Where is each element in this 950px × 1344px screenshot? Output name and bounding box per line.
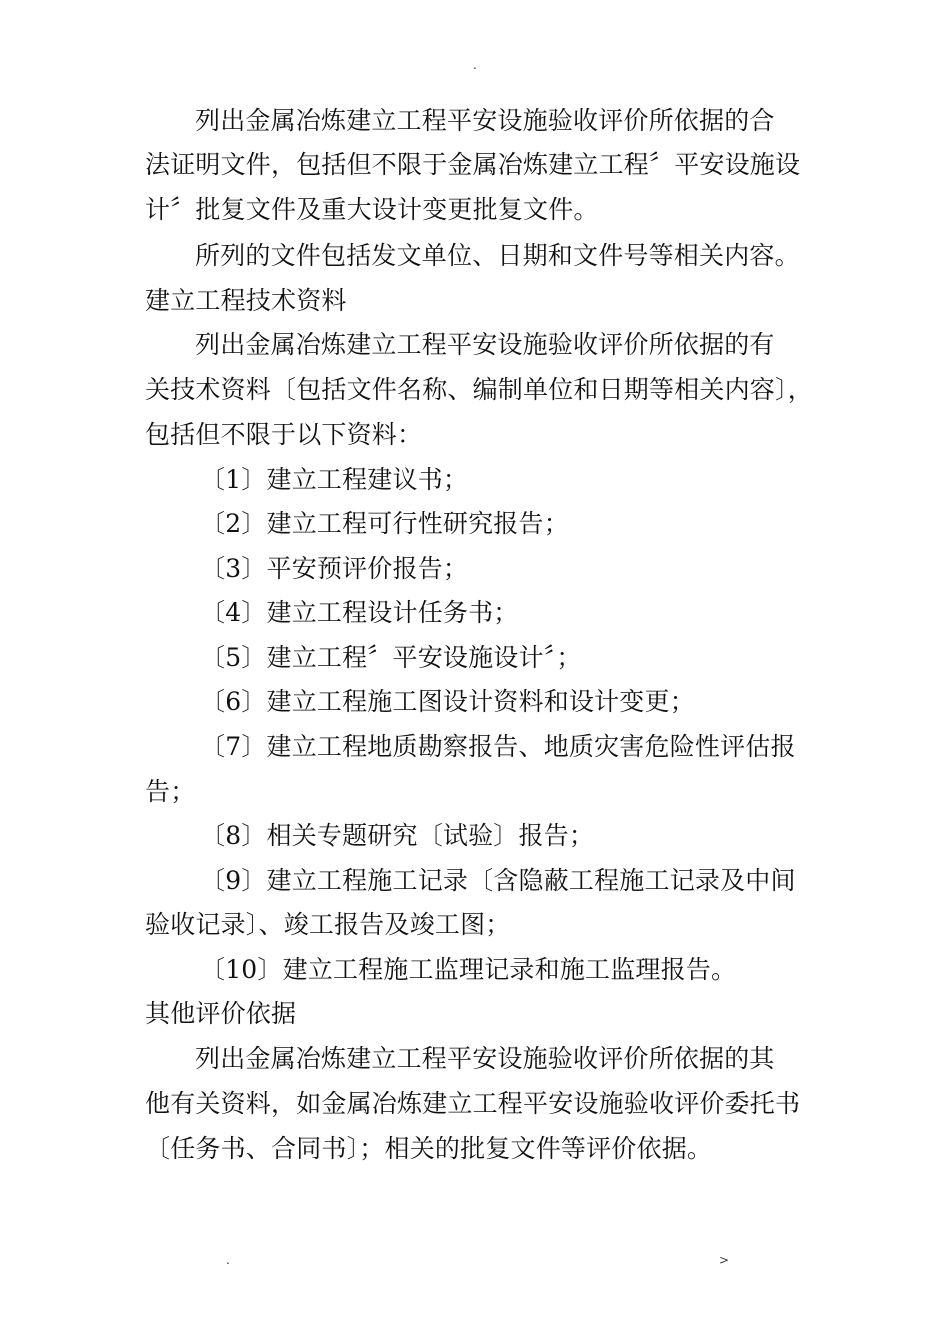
- list-item-continuation: 告；: [145, 777, 196, 806]
- section-heading: 建立工程技术资料: [145, 286, 347, 315]
- paragraph-line: 包括但不限于以下资料：: [145, 420, 423, 449]
- paragraph-line: 列出金属冶炼建立工程平安设施验收评价所依据的其: [195, 1044, 775, 1073]
- list-item-continuation: 验收记录〕、竣工报告及竣工图；: [145, 910, 511, 939]
- paragraph-line: 〔任务书、合同书〕；相关的批复文件等评价依据。: [145, 1134, 713, 1163]
- list-item: 〔3〕平安预评价报告；: [200, 554, 469, 583]
- paragraph-line: 他有关资料，如金属冶炼建立工程平安设施验收评价委托书: [145, 1089, 801, 1118]
- list-item: 〔8〕相关专题研究〔试验〕报告；: [200, 821, 595, 850]
- list-item: 〔10〕建立工程施工监理记录和施工监理报告。: [200, 955, 737, 984]
- list-item: 〔7〕建立工程地质勘察报告、地质灾害危险性评估报: [200, 732, 796, 761]
- paragraph-line: 列出金属冶炼建立工程平安设施验收评价所依据的合: [195, 106, 775, 135]
- paragraph-line: 计〞批复文件及重大设计变更批复文件。: [145, 195, 599, 224]
- paragraph-line: 法证明文件，包括但不限于金属冶炼建立工程〞平安设施设: [145, 150, 801, 179]
- list-item: 〔9〕建立工程施工记录〔含隐蔽工程施工记录及中间: [200, 866, 796, 895]
- list-item: 〔4〕建立工程设计任务书；: [200, 598, 519, 627]
- paragraph-line: 所列的文件包括发文单位、日期和文件号等相关内容。: [195, 241, 800, 270]
- footer-left-dot: .: [226, 1253, 230, 1267]
- footer-right-mark: >: [719, 1253, 730, 1267]
- list-item: 〔5〕建立工程〞平安设施设计〞；: [200, 643, 582, 672]
- paragraph-line: 列出金属冶炼建立工程平安设施验收评价所依据的有: [195, 330, 775, 359]
- list-item: 〔6〕建立工程施工图设计资料和设计变更；: [200, 687, 695, 716]
- list-item: 〔1〕建立工程建议书；: [200, 465, 469, 494]
- list-item: 〔2〕建立工程可行性研究报告；: [200, 509, 569, 538]
- header-dot: .: [473, 58, 477, 72]
- paragraph-line: 关技术资料〔包括文件名称、编制单位和日期等相关内容〕，: [145, 375, 813, 404]
- section-heading: 其他评价依据: [145, 999, 297, 1028]
